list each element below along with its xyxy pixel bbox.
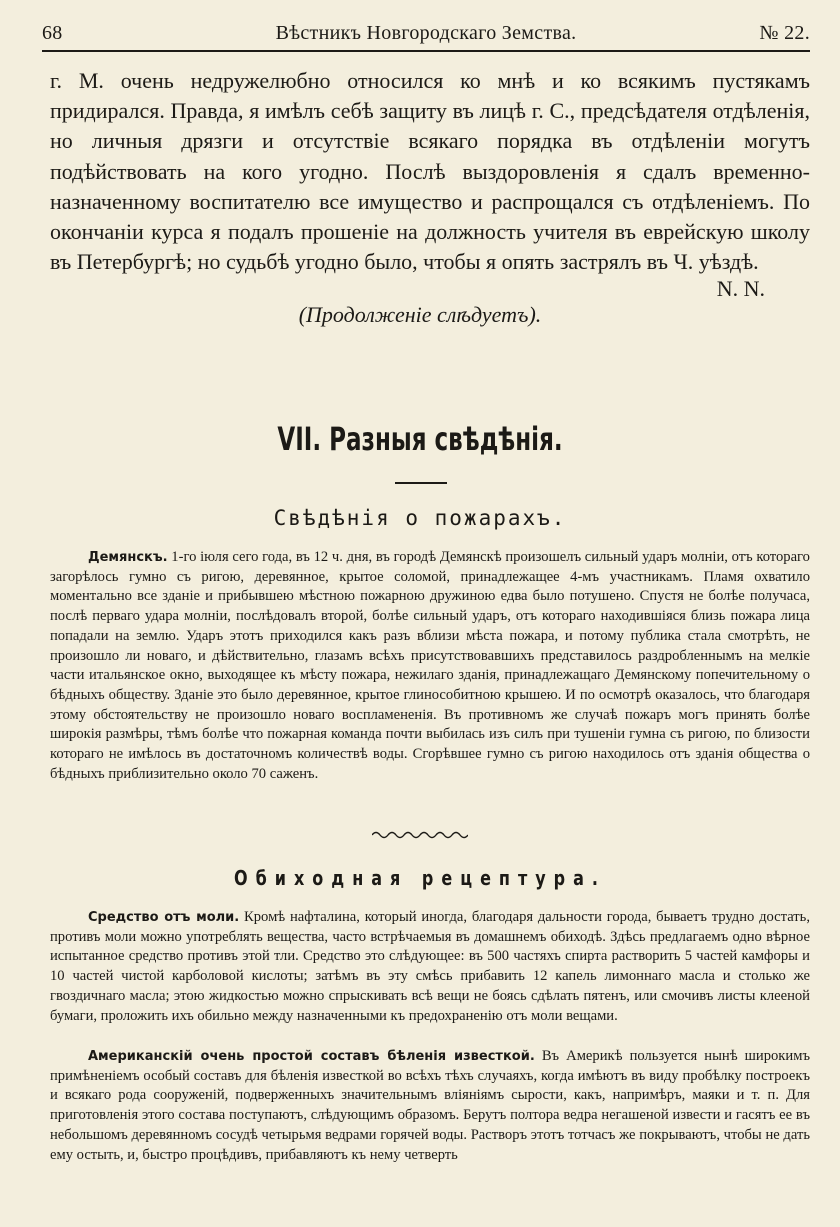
recipe-whitewash-lead: Американскій очень простой составъ бѣленія известкой. bbox=[88, 1049, 535, 1064]
recipe-moth-lead: Средство отъ моли. bbox=[88, 910, 240, 925]
letter-text: г. М. очень недружелюбно относился ко мнѣ и ко всякимъ пустякамъ придирался. Правда, я имѣлъ себѣ защиту въ лицѣ г. С., предсѣдателя отдѣленія, но личныя дрязги и отсутствіе всякаго порядка въ отдѣленіи могутъ подѣйствовать на кого угодно. Послѣ выздоровленія я сдалъ временно-назначенному воспитателю все имущество и распрощался съ отдѣленіемъ. По окончаніи курса я подалъ прошеніе на должность учителя въ еврейскую школу въ Петербургѣ; но судьбѣ угодно было, чтобы я опять застрялъ въ Ч. уѣздѣ. bbox=[50, 68, 810, 275]
fire-report-text: 1-го іюля сего года, въ 12 ч. дня, въ городѣ Демянскѣ произошелъ сильный ударъ молніи, отъ котораго загорѣлось гумно съ ригою, деревянное, крытое соломой, принадлежащее 4-мъ участникамъ. Пламя охватило моментально все зданіе и прибывшею мѣстною пожарною дружиною едва было потушено. Спустя не болѣе получаса, послѣ перваго удара молніи, послѣдовалъ второй, болѣе сильный ударъ, отъ котораго находившіяся близь пожара лица попадали на землю. Ударъ этотъ приходился какъ разъ вблизи мѣста пожара, и потому публика стала смотрѣть, не произошло ли новаго, и дѣйствительно, глазамъ всѣхъ присутствовавшихъ представилось раздробленнымъ на мелкіе части итальянское окно, выходящее къ мѣсту пожара, нежилаго зданія, принадлежащаго Демянскому попечительному о бѣдныхъ обществу. Зданіе это было деревянное, крытое глинособитною крышею. И по осмотрѣ оказалось, что благодаря этому обстоятельству не произошло новаго воспламененія. Въ противномъ же случаѣ пожаръ могъ принять болѣе широкія размѣры, тѣмъ болѣе что пожарная команда почти выбилась изъ силъ при тушеніи гумна съ ригою, по близости котораго не имѣлось въ достаточномъ количествѣ воды. Сгорѣвшее гумно съ ригою находилось отъ зданія общества о бѣдныхъ приблизительно около 70 саженъ. bbox=[50, 549, 810, 782]
section-title: VII. Разныя свѣдѣнія. bbox=[277, 420, 563, 458]
fire-report-paragraph bbox=[50, 548, 810, 784]
letter-continuation bbox=[50, 66, 810, 277]
header-rule bbox=[42, 50, 810, 52]
recipes-title: Обиходная рецептура. bbox=[233, 866, 607, 890]
journal-title: Вѣстникъ Новгородскаго Земства. bbox=[275, 22, 577, 44]
letter-signature: N. N. bbox=[716, 276, 765, 301]
running-header bbox=[42, 18, 810, 50]
recipe-whitewash-text: Въ Америкѣ пользуется нынѣ широкимъ примѣненіемъ особый составъ для бѣленія известкой во всѣхъ тѣхъ случаяхъ, когда имѣютъ въ виду пробѣлку построекъ и всякаго рода сооруженій, подверженныхъ значительнымъ вліяніямъ сырости, какъ, напримѣръ, маяки и т. п. Для приготовленія этого состава поступаютъ, слѣдующимъ образомъ. Берутъ полтора ведра негашеной извести и гасятъ ее въ небольшомъ деревянномъ сосудѣ четырьмя ведрами горячей воды. Растворъ этотъ тотчасъ же покрываютъ, чтобы не дать ему остыть, и, быстро процѣдивъ, прибавляютъ къ нему четверть bbox=[50, 1048, 810, 1163]
fires-subtitle: Свѣдѣнія о пожарахъ. bbox=[273, 506, 567, 530]
recipe-moth-text: Кромѣ нафталина, который иногда, благодаря дальности города, бываетъ трудно достать, противъ моли можно употреблять вещества, часто встрѣчаемыя въ домашнемъ обиходѣ. Здѣсь предлагаемъ одно вѣрное испытанное средство противъ этой тли. Средство это слѣдующее: въ 500 частяхъ спирта растворить 5 частей камфоры и 10 частей чистой карболовой кислоты; затѣмъ въ эту смѣсь прибавить 12 капель лимоннаго масла и столько же гвоздичнаго масла; этою жидкостью можно спрыскивать всѣ вещи не боясь сдѣлать пятенъ, или смочивъ листы клееной бумаги, проложить ихъ обильно между назначенными къ предохраненію отъ моли вещами. bbox=[50, 909, 810, 1024]
issue-number: № 22. bbox=[759, 22, 810, 44]
fire-report-lead: Демянскъ. bbox=[88, 550, 168, 565]
recipe-whitewash bbox=[50, 1047, 810, 1165]
recipe-moth bbox=[50, 908, 810, 1026]
to-be-continued: (Продолженіе слѣдуетъ). bbox=[298, 302, 542, 327]
wavy-separator bbox=[372, 830, 468, 840]
section-divider bbox=[395, 482, 447, 484]
page-number: 68 bbox=[42, 22, 63, 44]
